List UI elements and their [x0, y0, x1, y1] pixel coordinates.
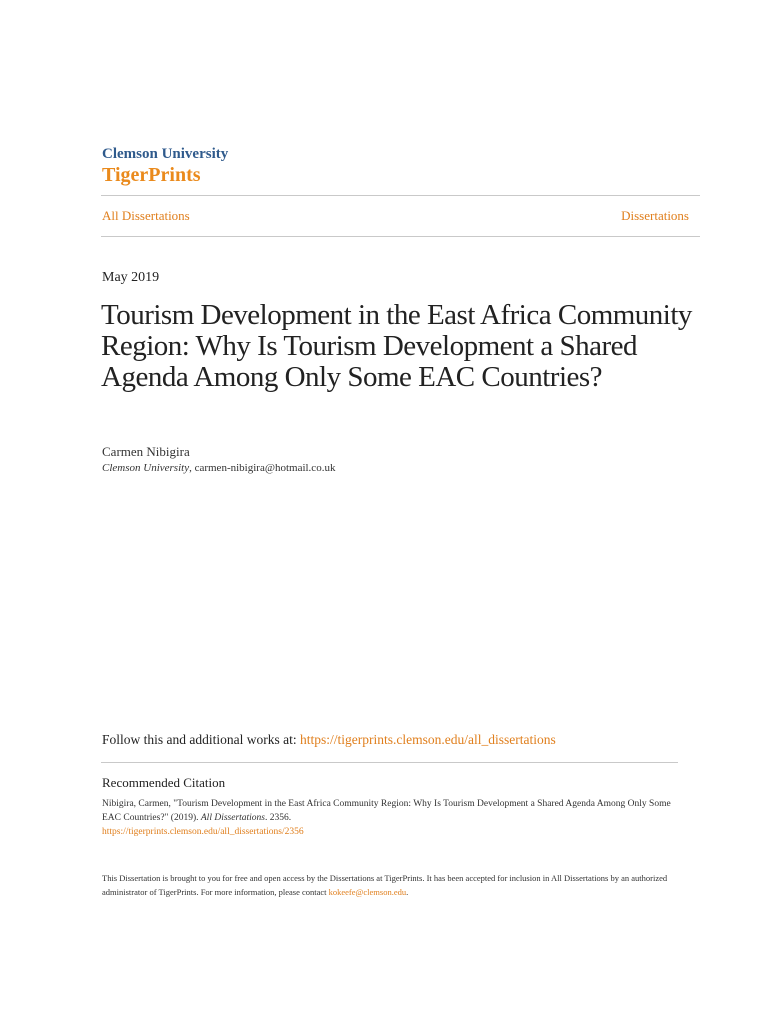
citation-divider	[101, 762, 678, 763]
access-notice	[102, 871, 682, 899]
notice-end: .	[406, 887, 409, 897]
affiliation-institution: Clemson University	[102, 462, 190, 474]
repository-brand	[102, 145, 228, 187]
document-title: Tourism Development in the East Africa Community Region: Why Is Tourism Development a Shared Agenda Among Only Some EAC Countries?	[101, 299, 692, 393]
author-email: , carmen-nibigira@hotmail.co.uk	[189, 462, 336, 474]
follow-label: Follow this and additional works at:	[102, 732, 300, 747]
author-name: Carmen Nibigira	[102, 444, 190, 459]
follow-line	[102, 732, 556, 748]
university-name: Clemson University	[102, 146, 229, 162]
author-affiliation	[102, 462, 335, 474]
publication-date: May 2019	[102, 270, 160, 285]
citation-text: Nibigira, Carmen, "Tourism Development in the East Africa Community Region: Why Is Tourism Development a Shared Agenda Among Only Some EAC Countries?" (2019).	[102, 799, 671, 823]
tigerprints-link[interactable]: TigerPrints	[102, 164, 201, 186]
citation-body	[102, 797, 682, 839]
nav-divider	[101, 236, 700, 237]
dissertations-link[interactable]: Dissertations	[621, 208, 689, 223]
notice-text: This Dissertation is brought to you for free and open access by the Dissertations at TigerPrints. It has been accepted for inclusion in All Dissertations by an authorized administrator of TigerPrints. For more information, please contact	[102, 873, 668, 897]
citation-heading: Recommended Citation	[102, 775, 226, 790]
citation-url-link[interactable]: https://tigerprints.clemson.edu/all_dissertations/2356	[102, 827, 304, 837]
citation-number: . 2356.	[265, 813, 292, 823]
top-divider	[101, 195, 700, 196]
all-dissertations-link[interactable]: All Dissertations	[102, 208, 190, 223]
citation-series: All Dissertations	[200, 813, 266, 823]
contact-email-link[interactable]: kokeefe@clemson.edu	[328, 887, 407, 897]
follow-url-link[interactable]: https://tigerprints.clemson.edu/all_dissertations	[300, 732, 556, 747]
